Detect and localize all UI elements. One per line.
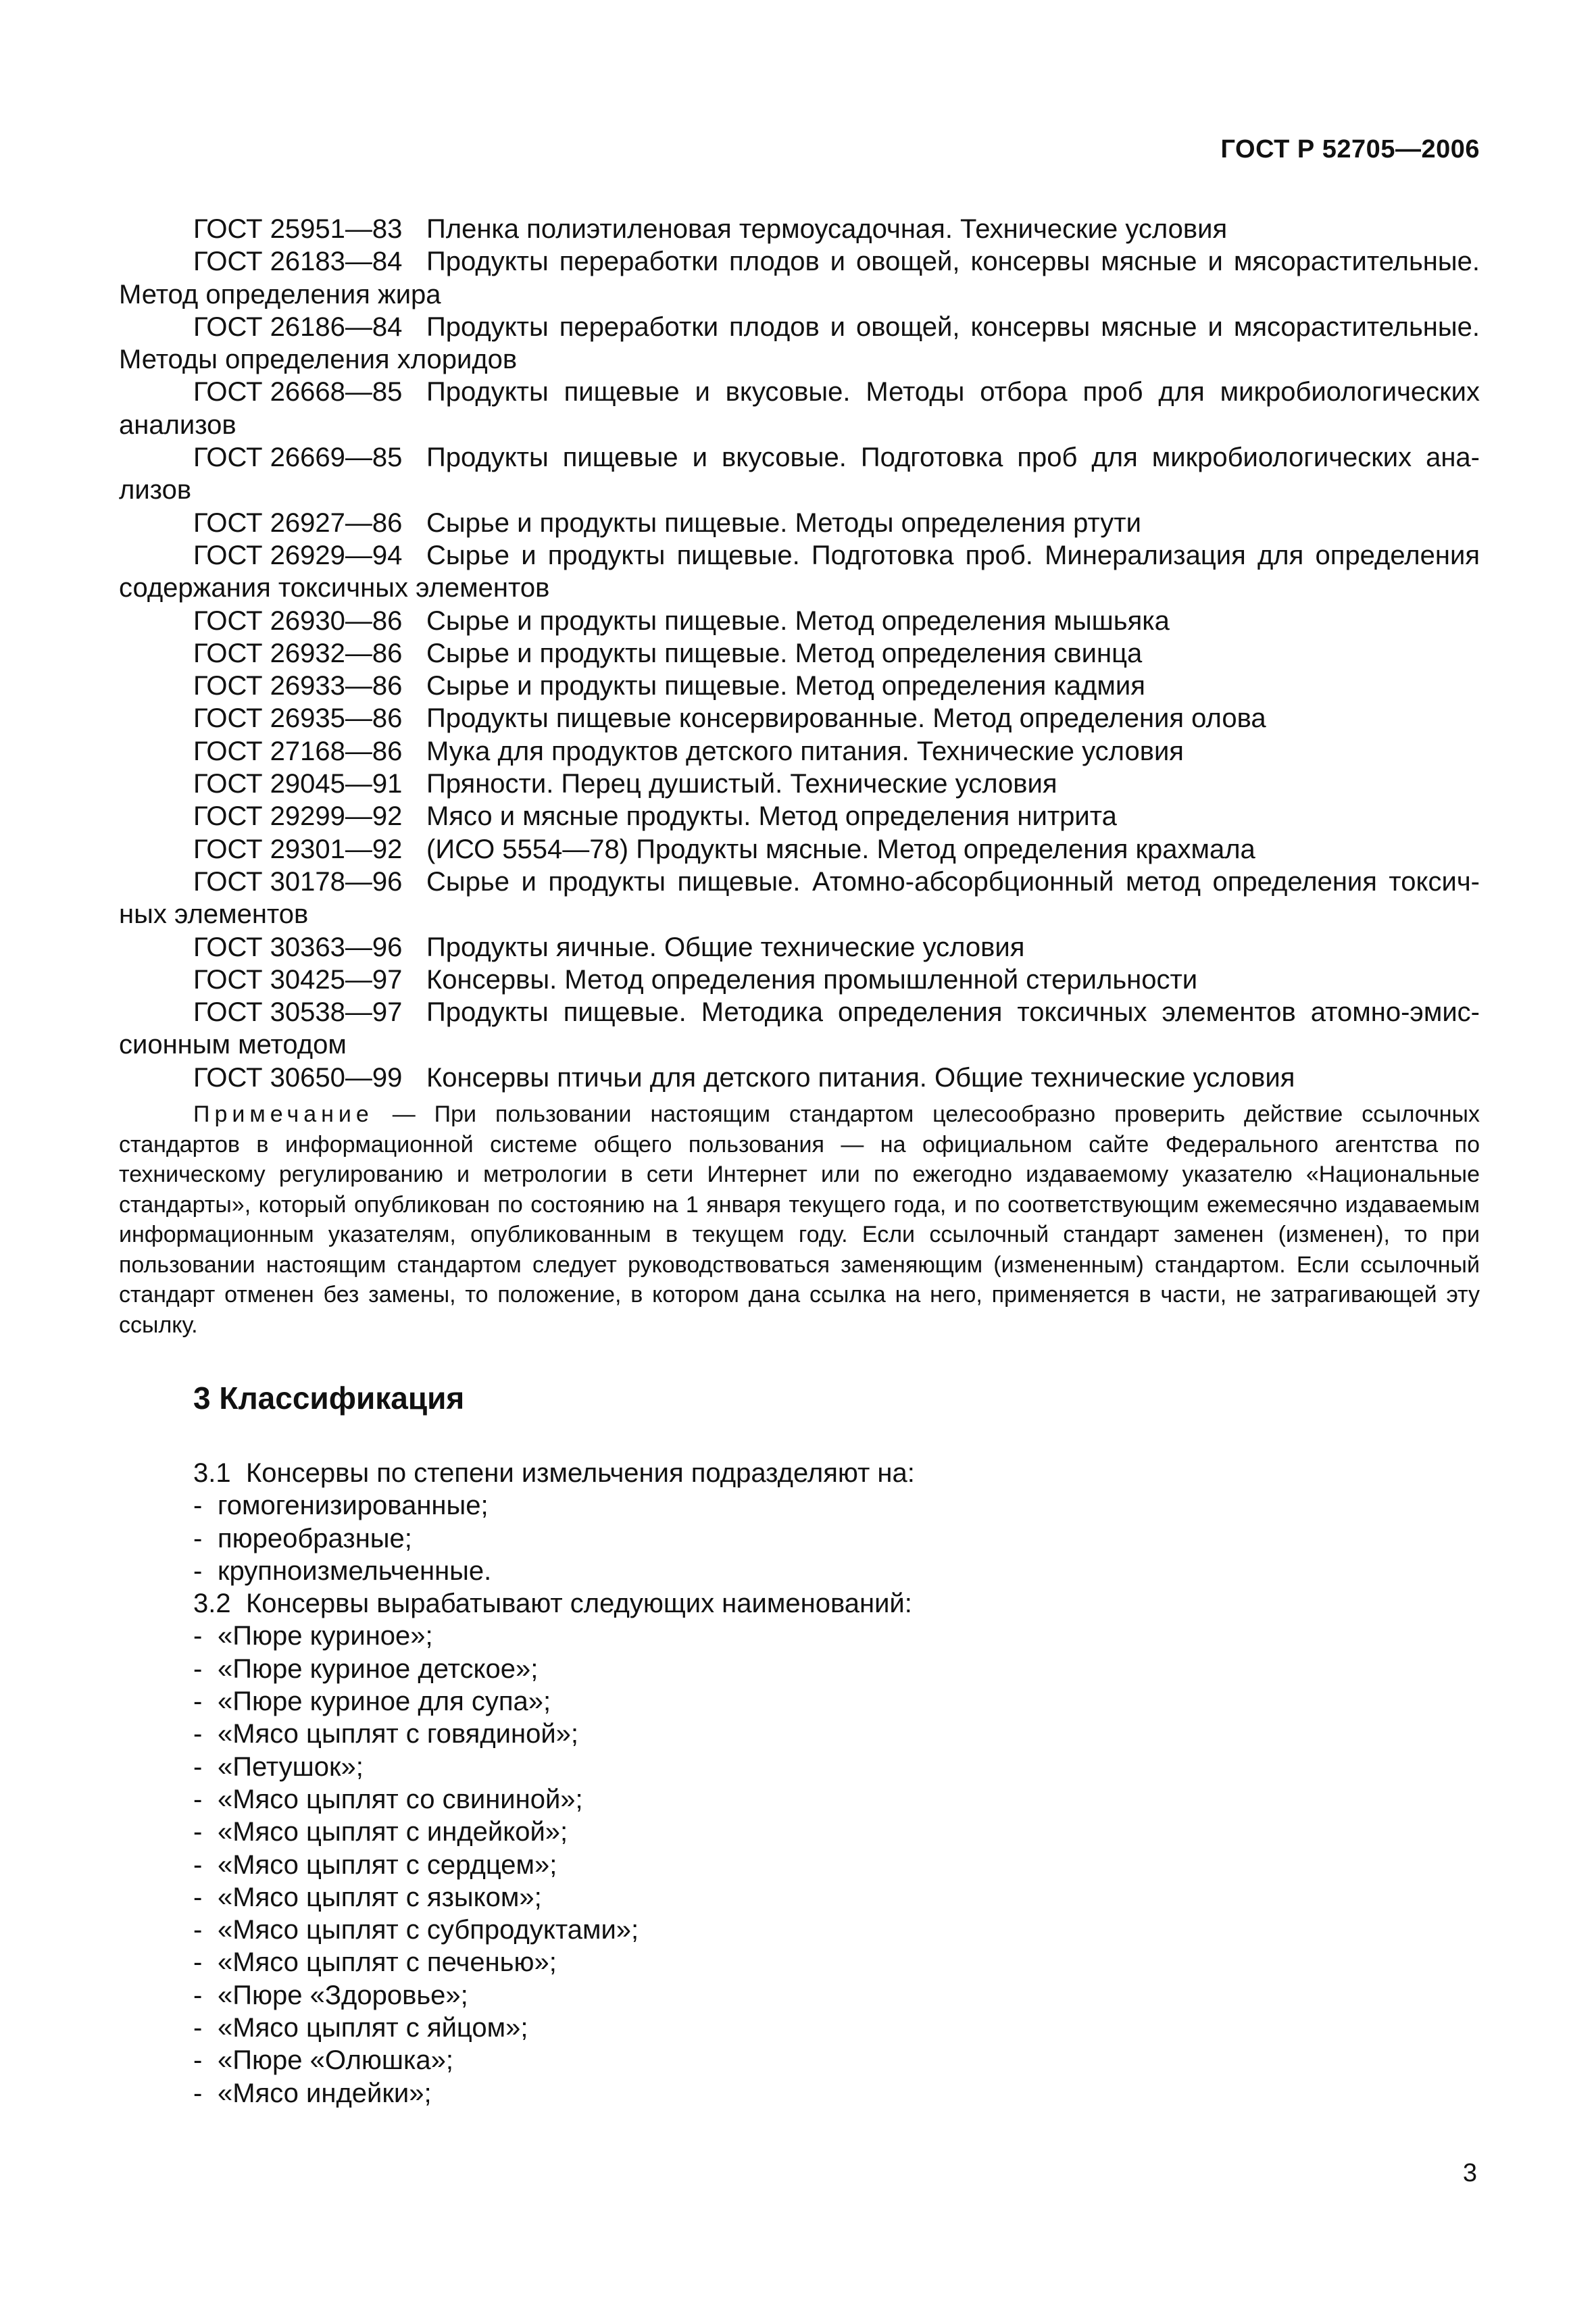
list-item — [193, 1979, 1477, 2012]
reference-title: Консервы птичьи для детского питания. Общие технические условия — [426, 1062, 1295, 1093]
list-item — [193, 1489, 1477, 1522]
reference-item — [119, 670, 1480, 702]
reference-title: Сырье и продукты пищевые. Атомно-абсорбционный метод определения токсич- ных элементов — [119, 866, 1480, 930]
list-item — [193, 1946, 1477, 1978]
clause-number: 3.2 — [193, 1589, 231, 1619]
reference-code: ГОСТ 26929—94 — [193, 540, 403, 570]
reference-item — [119, 213, 1480, 245]
reference-item — [119, 605, 1480, 637]
list-item — [193, 1522, 1477, 1555]
reference-item — [119, 637, 1480, 670]
reference-item — [119, 311, 1480, 376]
reference-title: Сырье и продукты пищевые. Подготовка проб. Минерализация для определения содержания токсичных элементов — [119, 540, 1480, 603]
list-item-text: «Петушок»; — [218, 1751, 364, 1782]
list-dash: - — [193, 1491, 203, 1521]
list-item — [193, 1685, 1477, 1718]
reference-title: Сырье и продукты пищевые. Метод определения кадмия — [426, 671, 1145, 701]
list-item-text: «Мясо цыплят с индейкой»; — [218, 1817, 568, 1847]
list-item-text: «Пюре «Олюшка»; — [218, 2045, 453, 2076]
list-dash: - — [193, 1915, 203, 1945]
reference-title: Пленка полиэтиленовая термоусадочная. Технические условия — [426, 214, 1228, 244]
reference-title: Мясо и мясные продукты. Метод определения нитрита — [426, 801, 1117, 832]
reference-code: ГОСТ 30178—96 — [193, 866, 403, 897]
list-item-text: «Пюре куриное для супа»; — [218, 1687, 551, 1717]
list-dash: - — [193, 1947, 203, 1978]
list-item-text: гомогенизированные; — [218, 1491, 489, 1521]
reference-item — [119, 702, 1480, 735]
reference-code: ГОСТ 26927—86 — [193, 507, 403, 538]
reference-code: ГОСТ 26935—86 — [193, 703, 403, 734]
list-item-text: «Мясо индейки»; — [218, 2078, 432, 2108]
reference-code: ГОСТ 26930—86 — [193, 605, 403, 636]
list-item-text: «Мясо цыплят с субпродуктами»; — [218, 1915, 639, 1945]
reference-code: ГОСТ 26186—84 — [193, 312, 403, 342]
list-dash: - — [193, 1719, 203, 1749]
list-item — [193, 1816, 1477, 1848]
clause — [193, 1457, 1477, 1489]
reference-code: ГОСТ 26668—85 — [193, 377, 403, 407]
reference-title: Продукты пищевые и вкусовые. Методы отбора проб для микробиологических анализов — [119, 377, 1480, 440]
list-dash: - — [193, 1621, 203, 1651]
list-item — [193, 1620, 1477, 1652]
reference-title: Сырье и продукты пищевые. Метод определения мышьяка — [426, 605, 1170, 636]
list-item-text: крупноизмельченные. — [218, 1555, 492, 1586]
reference-item — [119, 833, 1480, 866]
list-item-text: «Мясо цыплят с печенью»; — [218, 1947, 557, 1978]
reference-title: Продукты яичные. Общие технические условия — [426, 932, 1025, 962]
reference-item — [119, 539, 1480, 605]
reference-item — [119, 245, 1480, 311]
reference-code: ГОСТ 30363—96 — [193, 932, 403, 962]
list-dash: - — [193, 2045, 203, 2076]
clause-text: Консервы по степени измельчения подразделяют на: — [246, 1458, 915, 1488]
list-item — [193, 2012, 1477, 2044]
reference-item — [119, 800, 1480, 832]
list-item — [193, 1914, 1477, 1946]
list-dash: - — [193, 1849, 203, 1880]
page-number: 3 — [1462, 2159, 1477, 2187]
list-item — [193, 1849, 1477, 1881]
reference-code: ГОСТ 26933—86 — [193, 671, 403, 701]
list-item — [193, 1751, 1477, 1783]
reference-item — [119, 376, 1480, 441]
list-item-text: «Мясо цыплят с языком»; — [218, 1882, 542, 1912]
list-dash: - — [193, 1687, 203, 1717]
list-item-text: «Пюре «Здоровье»; — [218, 1980, 468, 2010]
reference-item — [119, 964, 1480, 996]
list-item — [193, 1783, 1477, 1816]
clause-number: 3.1 — [193, 1458, 231, 1488]
reference-code: ГОСТ 27168—86 — [193, 736, 403, 766]
section-body — [193, 1457, 1477, 2110]
reference-code: ГОСТ 30425—97 — [193, 964, 403, 995]
list-item-text: «Пюре куриное детское»; — [218, 1653, 539, 1684]
reference-title: (ИСО 5554—78) Продукты мясные. Метод определения крахмала — [426, 834, 1255, 864]
reference-code: ГОСТ 26183—84 — [193, 247, 403, 277]
reference-item — [119, 1062, 1480, 1094]
reference-item — [119, 735, 1480, 768]
note-separator: — — [373, 1101, 434, 1127]
reference-code: ГОСТ 26932—86 — [193, 638, 403, 668]
list-item-text: «Мясо цыплят со свининой»; — [218, 1784, 583, 1814]
list-item — [193, 2077, 1477, 2110]
reference-title: Продукты пищевые. Методика определения токсичных элементов атомно-эмис- сионным методом — [119, 997, 1480, 1060]
clause-text: Консервы вырабатывают следующих наименований: — [246, 1589, 912, 1619]
reference-title: Пряности. Перец душистый. Технические условия — [426, 769, 1057, 799]
list-item — [193, 1881, 1477, 1914]
reference-item — [119, 931, 1480, 964]
reference-title: Продукты пищевые и вкусовые. Подготовка проб для микробиологических ана- лизов — [119, 443, 1480, 505]
list-item-text: «Мясо цыплят с яйцом»; — [218, 2013, 528, 2043]
list-item — [193, 1718, 1477, 1750]
list-item — [193, 2044, 1477, 2076]
reference-title: Продукты переработки плодов и овощей, консервы мясные и мясорастительные. Методы определения хлоридов — [119, 312, 1480, 375]
reference-title: Сырье и продукты пищевые. Методы определения ртути — [426, 507, 1141, 538]
document-header: ГОСТ Р 52705—2006 — [1220, 135, 1480, 164]
note-paragraph — [119, 1099, 1480, 1340]
list-dash: - — [193, 1751, 203, 1782]
list-dash: - — [193, 2078, 203, 2108]
reference-item — [119, 996, 1480, 1062]
list-item — [193, 1653, 1477, 1685]
list-dash: - — [193, 1653, 203, 1684]
reference-code: ГОСТ 29301—92 — [193, 834, 403, 864]
note-text: При пользовании настоящим стандартом целесообразно проверить действие ссылочных стандартов в информационной системе общего пользования — на официальном сайте Федерального агентства по техническому регулированию и метрологии в сети Интернет или по ежегодно издаваемому указателю «Национальные стандарты», который опубликован по состоянию на 1 января текущего года, и по соответствующим ежемесячно издаваемым информационным указателям, опубликованным в текущем году. Если ссылочный стандарт заменен (изменен), то при пользовании настоящим стандартом следует руководствоваться заменяющим (измененным) стандартом. Если ссылочный стандарт отменен без замены, то положение, в котором дана ссылка на него, применяется в части, не затрагивающей эту ссылку. — [119, 1101, 1480, 1338]
reference-code: ГОСТ 30650—99 — [193, 1062, 403, 1093]
reference-title: Мука для продуктов детского питания. Технические условия — [426, 736, 1184, 766]
reference-title: Сырье и продукты пищевые. Метод определения свинца — [426, 638, 1143, 668]
reference-title: Продукты пищевые консервированные. Метод определения олова — [426, 703, 1266, 734]
list-dash: - — [193, 1980, 203, 2010]
list-item-text: «Мясо цыплят с сердцем»; — [218, 1849, 557, 1880]
clause — [193, 1587, 1477, 1620]
normative-references-list — [119, 213, 1480, 1094]
section-title: 3 Классификация — [193, 1380, 465, 1416]
list-dash: - — [193, 1555, 203, 1586]
note-label: Примечание — [193, 1101, 374, 1127]
list-dash: - — [193, 1523, 203, 1553]
list-dash: - — [193, 1882, 203, 1912]
list-dash: - — [193, 2013, 203, 2043]
reference-code: ГОСТ 29045—91 — [193, 769, 403, 799]
reference-item — [119, 866, 1480, 931]
reference-code: ГОСТ 26669—85 — [193, 443, 403, 473]
reference-code: ГОСТ 29299—92 — [193, 801, 403, 832]
list-dash: - — [193, 1784, 203, 1814]
reference-title: Консервы. Метод определения промышленной стерильности — [426, 964, 1198, 995]
list-item-text: «Пюре куриное»; — [218, 1621, 433, 1651]
reference-item — [119, 507, 1480, 539]
list-dash: - — [193, 1817, 203, 1847]
reference-item — [119, 768, 1480, 800]
reference-code: ГОСТ 25951—83 — [193, 214, 403, 244]
reference-item — [119, 441, 1480, 507]
list-item — [193, 1555, 1477, 1587]
list-item-text: пюреобразные; — [218, 1523, 412, 1553]
list-item-text: «Мясо цыплят с говядиной»; — [218, 1719, 579, 1749]
reference-title: Продукты переработки плодов и овощей, консервы мясные и мясорастительные. Метод определения жира — [119, 247, 1480, 309]
reference-code: ГОСТ 30538—97 — [193, 997, 403, 1028]
